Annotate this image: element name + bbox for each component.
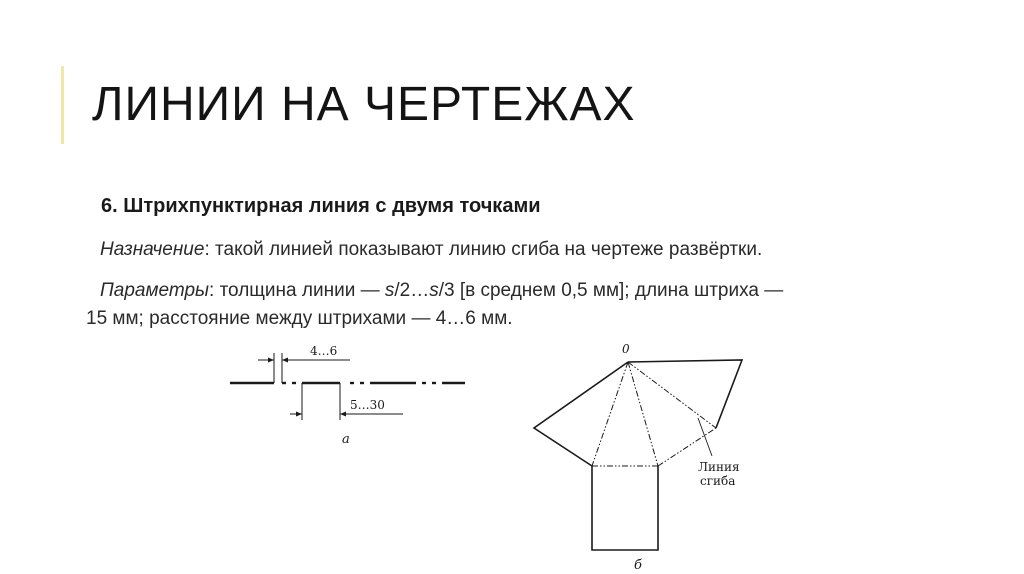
section-heading: 6. Штрихпунктирная линия с двумя точками xyxy=(101,195,541,217)
parameters-part3: /3 [в среднем 0,5 мм]; длина штриха — xyxy=(438,280,784,301)
apex-label: 0 xyxy=(622,342,630,356)
purpose-text: : такой линией показывают линию сгиба на чертеже развёртки. xyxy=(204,239,763,260)
dim-top-arrowhead-left xyxy=(268,358,274,363)
fold-line-side xyxy=(628,362,716,428)
dim-bottom-label: 5…30 xyxy=(350,398,385,412)
figure-a-line-pattern xyxy=(228,338,478,458)
dim-top-label: 4…6 xyxy=(310,344,338,358)
development-base-square xyxy=(592,466,658,550)
parameters-part2: /2… xyxy=(394,280,430,301)
parameters-label: Параметры xyxy=(100,280,210,301)
fold-line-right xyxy=(628,362,658,466)
development-left-face xyxy=(534,362,628,466)
parameters-s1: s xyxy=(384,280,395,301)
parameters-paragraph xyxy=(86,277,986,333)
figure-a-caption: а xyxy=(342,432,350,447)
parameters-line-2: 15 мм; расстояние между штрихами — 4…6 мм. xyxy=(86,308,513,329)
slide-title: ЛИНИИ НА ЧЕРТЕЖАХ xyxy=(92,78,636,131)
title-accent-bar xyxy=(61,66,64,144)
fold-label-line2: сгиба xyxy=(700,474,736,488)
dim-bottom-arrowhead-right xyxy=(340,412,346,417)
fold-line-left xyxy=(592,362,628,466)
fold-label-line1: Линия xyxy=(698,460,740,474)
parameters-line-1 xyxy=(86,277,986,305)
parameters-s2: s xyxy=(429,280,439,301)
parameters-part1: : толщина линии — xyxy=(209,280,385,301)
dim-bottom-arrowhead-left xyxy=(296,412,302,417)
development-right-face xyxy=(628,360,742,428)
purpose-paragraph xyxy=(86,236,1000,264)
purpose-label: Назначение xyxy=(100,239,205,260)
figure-b-development xyxy=(526,340,786,572)
figure-b-caption: б xyxy=(634,558,642,572)
dim-top-arrowhead-right xyxy=(282,358,288,363)
